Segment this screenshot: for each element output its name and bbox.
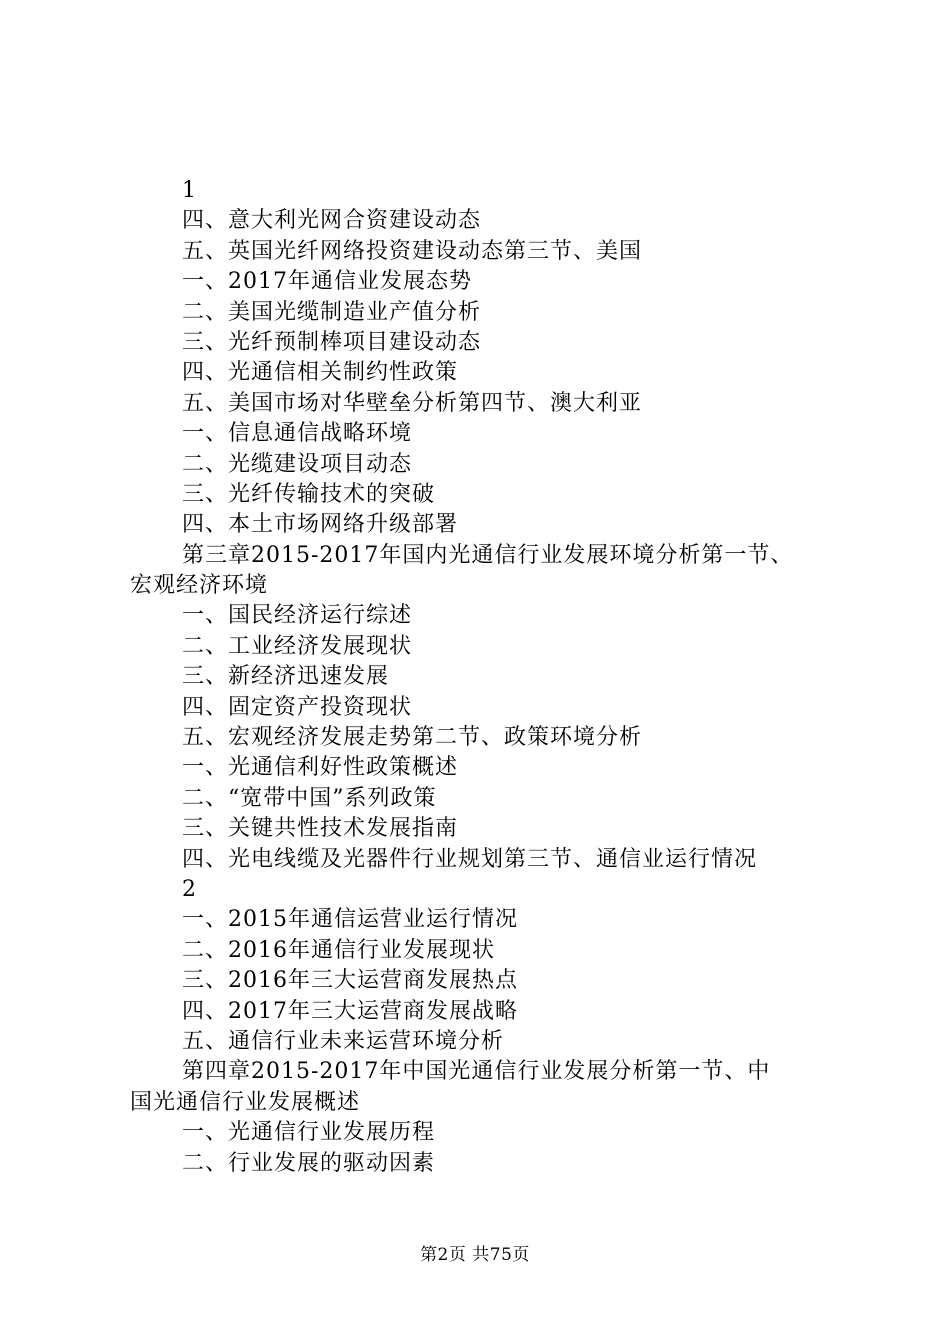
chapter-heading-continued: 国光通信行业发展概述 — [130, 1089, 361, 1115]
text-line: 四、光电线缆及光器件行业规划第三节、通信业运行情况 — [182, 846, 758, 872]
text-line: 五、宏观经济发展走势第二节、政策环境分析 — [182, 725, 643, 751]
text-line: 三、光纤预制棒项目建设动态 — [182, 329, 482, 355]
text-line: 一、国民经济运行综述 — [182, 603, 413, 629]
text-line: 2 — [182, 876, 197, 902]
text-line: 三、关键共性技术发展指南 — [182, 816, 459, 842]
text-line: 二、工业经济发展现状 — [182, 633, 413, 659]
text-line: 四、光通信相关制约性政策 — [182, 360, 459, 386]
text-line: 四、意大利光网合资建设动态 — [182, 208, 482, 234]
chapter-heading: 第四章2015-2017年中国光通信行业发展分析第一节、中 — [182, 1059, 771, 1085]
text-line: 四、2017年三大运营商发展战略 — [182, 998, 518, 1024]
text-line: 二、2016年通信行业发展现状 — [182, 937, 495, 963]
text-line: 二、光缆建设项目动态 — [182, 451, 413, 477]
text-line: 二、行业发展的驱动因素 — [182, 1150, 436, 1176]
text-line: 五、通信行业未来运营环境分析 — [182, 1028, 505, 1054]
page-footer: 第2页 共75页 — [420, 1245, 530, 1265]
text-line: 三、2016年三大运营商发展热点 — [182, 968, 518, 994]
text-line: 一、信息通信战略环境 — [182, 421, 413, 447]
text-line: 三、新经济迅速发展 — [182, 664, 390, 690]
text-line: 1 — [182, 178, 197, 203]
chapter-heading: 第三章2015-2017年国内光通信行业发展环境分析第一节、 — [182, 542, 794, 568]
text-line: 二、“宽带中国”系列政策 — [182, 785, 437, 811]
text-line: 四、本土市场网络升级部署 — [182, 512, 459, 538]
text-line: 一、2015年通信运营业运行情况 — [182, 907, 518, 933]
chapter-heading-continued: 宏观经济环境 — [130, 573, 269, 599]
text-line: 四、固定资产投资现状 — [182, 694, 413, 720]
text-line: 三、光纤传输技术的突破 — [182, 481, 436, 507]
text-line: 一、光通信行业发展历程 — [182, 1120, 436, 1146]
text-line: 一、2017年通信业发展态势 — [182, 269, 472, 295]
text-line: 二、美国光缆制造业产值分析 — [182, 299, 482, 325]
text-line: 一、光通信利好性政策概述 — [182, 755, 459, 781]
text-line: 五、美国市场对华壁垒分析第四节、澳大利亚 — [182, 390, 643, 416]
text-line: 五、英国光纤网络投资建设动态第三节、美国 — [182, 238, 643, 264]
document-body — [130, 176, 850, 1179]
